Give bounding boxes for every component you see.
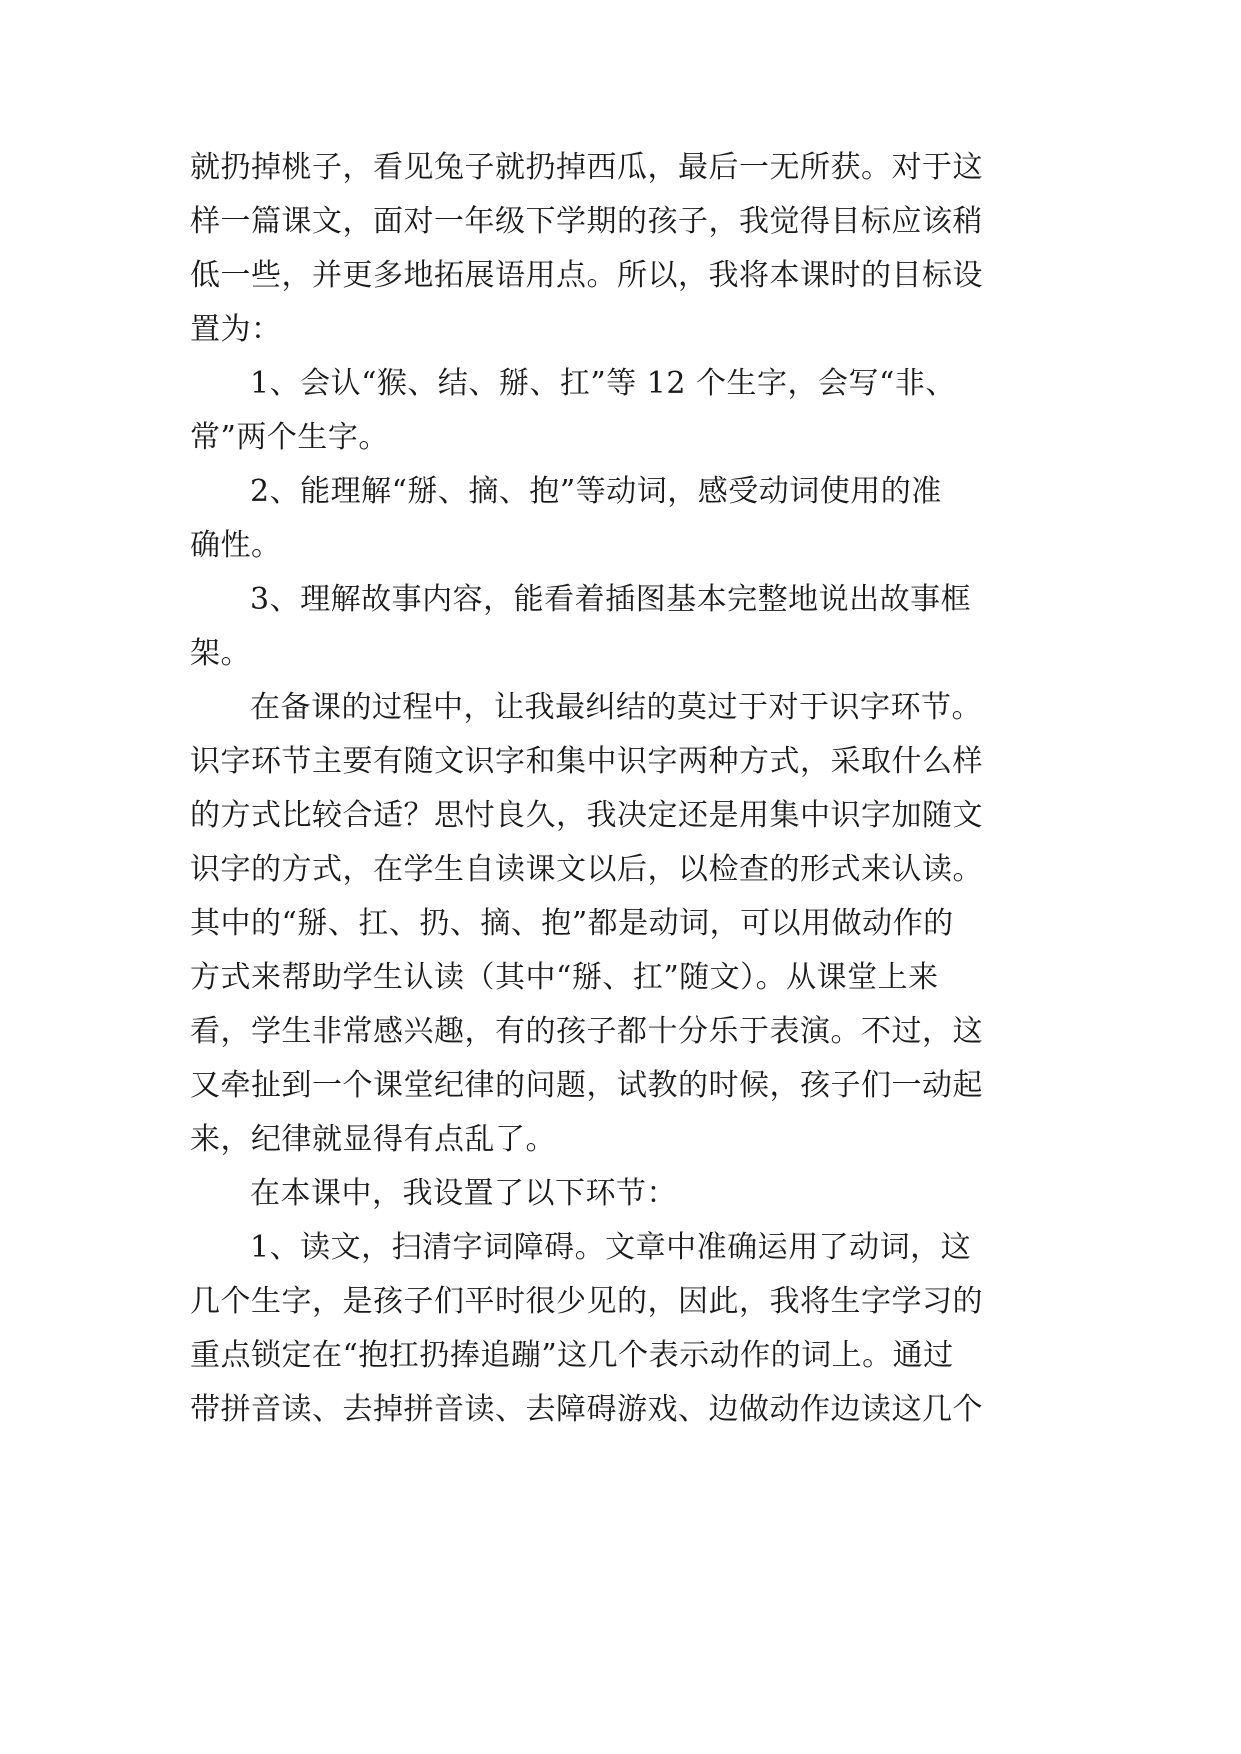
text-line-13: 的方式比较合适？思忖良久，我决定还是用集中识字加随文 — [190, 798, 983, 833]
text-line-22: 几个生字，是孩子们平时很少见的，因此，我将生字学习的 — [190, 1284, 983, 1319]
text-line-14: 识字的方式，在学生自读课文以后，以检查的形式来认读。 — [190, 852, 983, 887]
text-line-7: 2、能理解“掰、摘、抱”等动词，感受动词使用的准 — [250, 474, 942, 509]
text-line-8: 确性。 — [190, 528, 282, 563]
text-line-18: 又牵扯到一个课堂纪律的问题，试教的时候，孩子们一动起 — [190, 1068, 983, 1103]
text-line-4: 置为： — [190, 312, 282, 347]
text-line-6: 常”两个生字。 — [190, 420, 389, 455]
text-line-11: 在备课的过程中，让我最纠结的莫过于对于识字环节。 — [250, 690, 982, 725]
text-line-2: 样一篇课文，面对一年级下学期的孩子，我觉得目标应该稍 — [190, 204, 983, 239]
text-line-20: 在本课中，我设置了以下环节： — [250, 1176, 677, 1211]
text-line-24: 带拼音读、去掉拼音读、去障碍游戏、边做动作边读这几个 — [190, 1392, 983, 1427]
text-line-3: 低一些，并更多地拓展语用点。所以，我将本课时的目标设 — [190, 258, 983, 293]
text-line-17: 看，学生非常感兴趣，有的孩子都十分乐于表演。不过，这 — [190, 1014, 983, 1049]
text-line-5: 1、会认“猴、结、掰、扛”等 12 个生字，会写“非、 — [250, 366, 956, 401]
text-line-16: 方式来帮助学生认读（其中“掰、扛”随文）。从课堂上来 — [190, 960, 939, 995]
text-line-9: 3、理解故事内容，能看着插图基本完整地说出故事框 — [250, 582, 972, 617]
text-line-15: 其中的“掰、扛、扔、摘、抱”都是动词，可以用做动作的 — [190, 906, 954, 941]
text-line-23: 重点锁定在“抱扛扔捧追蹦”这几个表示动作的词上。通过 — [190, 1338, 954, 1373]
text-line-12: 识字环节主要有随文识字和集中识字两种方式，采取什么样 — [190, 744, 983, 779]
text-line-1: 就扔掉桃子，看见兔子就扔掉西瓜，最后一无所获。对于这 — [190, 150, 983, 185]
text-line-19: 来，纪律就显得有点乱了。 — [190, 1122, 556, 1157]
text-line-21: 1、读文，扫清字词障碍。文章中准确运用了动词，这 — [250, 1230, 972, 1265]
text-line-10: 架。 — [190, 636, 251, 671]
